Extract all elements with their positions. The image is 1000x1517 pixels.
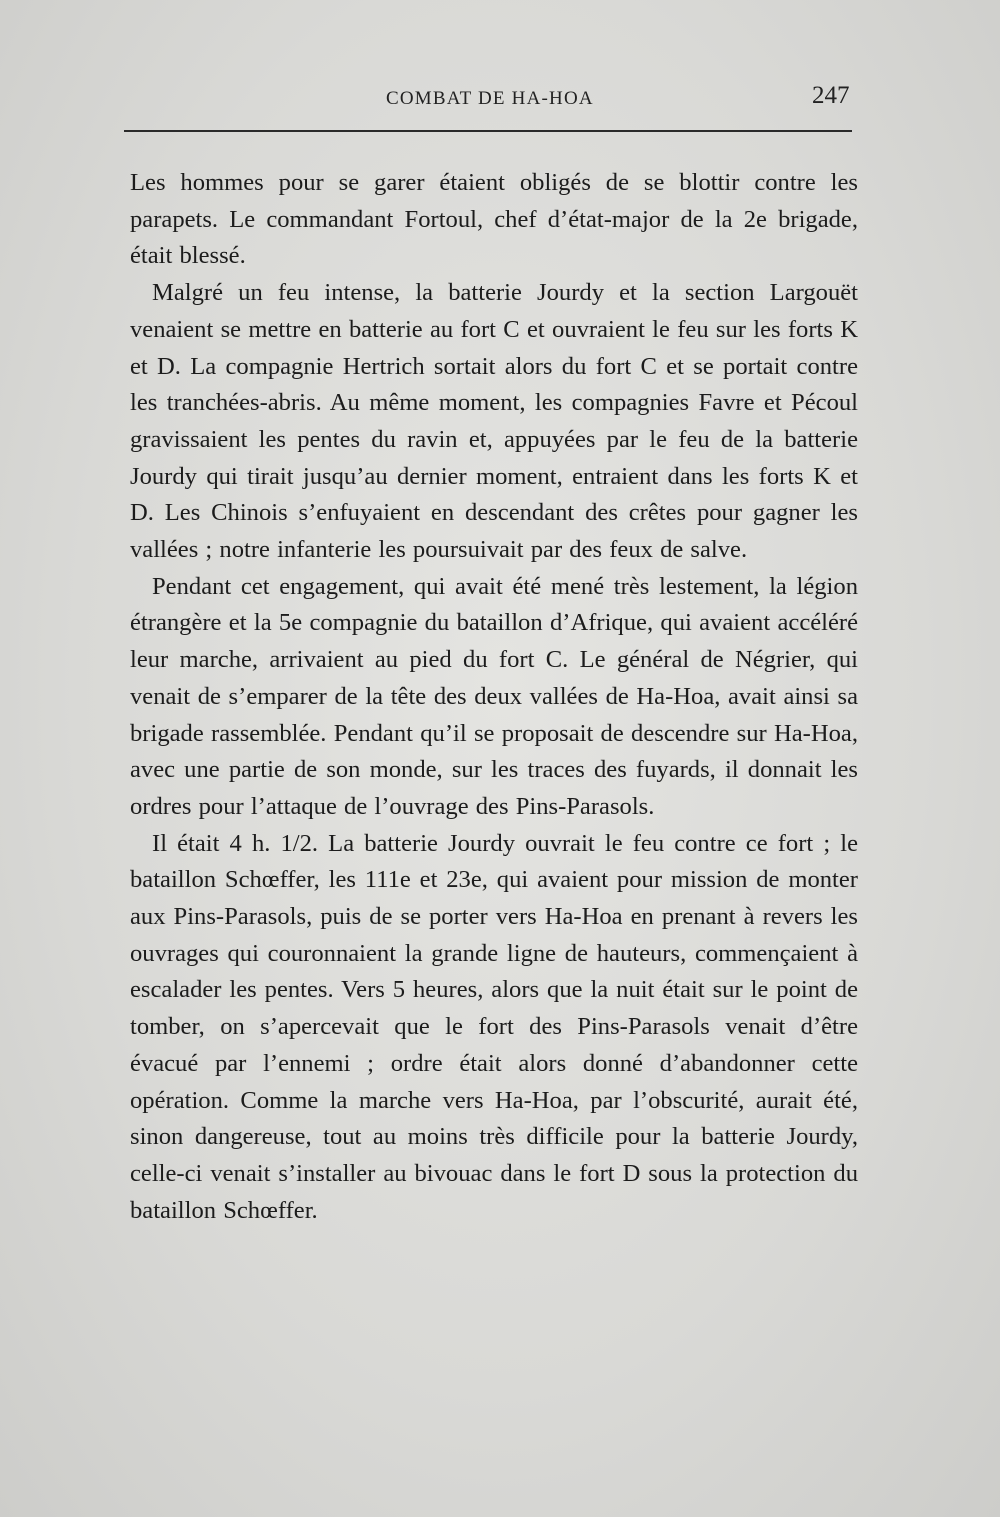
paragraph: Malgré un feu intense, la batterie Jourdy et la section Largouët venaient se mettre en batterie au fort C et ouvraient le feu sur les forts K et D. La compagnie Hertrich sortait alors du fort C et se portait contre les tranchées-abris. Au même moment, les compagnies Favre et Pécoul gravissaient les pentes du ravin et, appuyées par le feu de la batterie Jourdy qui tirait jusqu’au dernier moment, entraient dans les forts K et D. Les Chinois s’enfuyaient en descendant des crêtes pour gagner les vallées ; notre infanterie les poursuivait par des feux de salve.: [130, 279, 858, 564]
running-title: COMBAT DE HA-HOA: [386, 88, 594, 109]
page-number: 247: [812, 82, 850, 109]
paragraph: Les hommes pour se garer étaient obligés de se blottir contre les parapets. Le commandant Fortoul, chef d’état-major de la 2e brigade, était blessé.: [130, 169, 858, 270]
paragraph: Il était 4 h. 1/2. La batterie Jourdy ouvrait le feu contre ce fort ; le bataillon Schœffer, les 111e et 23e, qui avaient pour mission de monter aux Pins-Parasols, puis de se porter vers Ha-Hoa en prenant à revers les ouvrages qui couronnaient la grande ligne de hauteurs, commençaient à escalader les pentes. Vers 5 heures, alors que la nuit était sur le point de tomber, on s’apercevait que le fort des Pins-Parasols venait d’être évacué par l’ennemi ; ordre était alors donné d’abandonner cette opération. Comme la marche vers Ha-Hoa, par l’obscurité, aurait été, sinon dangereuse, tout au moins très difficile pour la batterie Jourdy, celle-ci venait s’installer au bivouac dans le fort D sous la protection du bataillon Schœffer.: [130, 829, 858, 1224]
running-head: [0, 82, 1000, 116]
body-text: [130, 165, 858, 1229]
header-rule: [124, 130, 852, 132]
paragraph: Pendant cet engagement, qui avait été mené très lestement, la légion étrangère et la 5e compagnie du bataillon d’Afrique, qui avaient accéléré leur marche, arrivaient au pied du fort C. Le général de Négrier, qui venait de s’emparer de la tête des deux vallées de Ha-Hoa, avait ainsi sa brigade rassemblée. Pendant qu’il se proposait de descendre sur Ha-Hoa, avec une partie de son monde, sur les traces des fuyards, il donnait les ordres pour l’attaque de l’ouvrage des Pins-Parasols.: [130, 572, 858, 820]
